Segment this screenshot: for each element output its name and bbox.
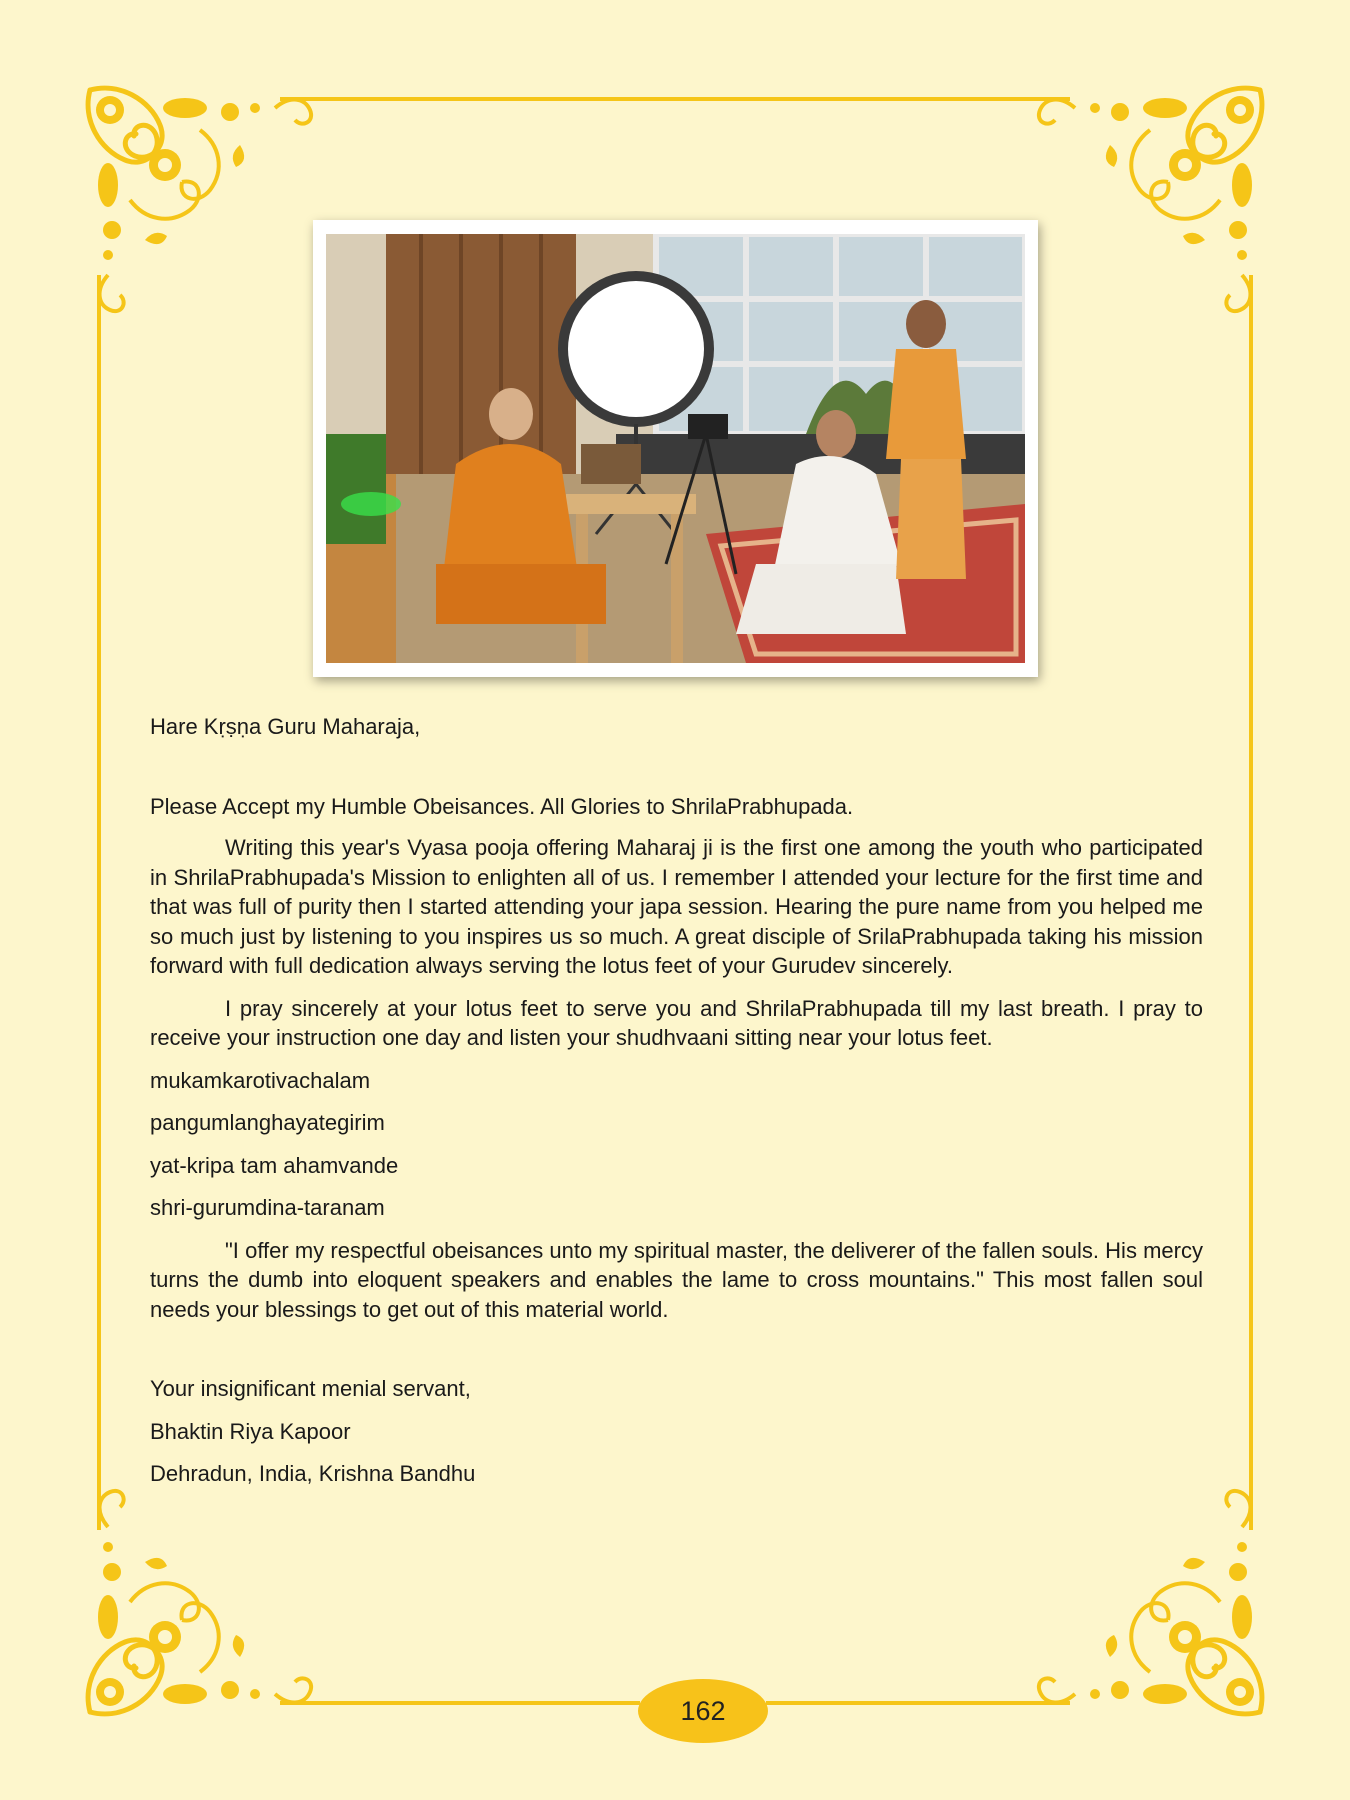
verse-line-3: yat-kripa tam ahamvande <box>150 1152 399 1178</box>
photograph <box>326 234 1025 663</box>
floral-corner-icon <box>1039 88 1262 311</box>
closing-line: Your insignificant menial servant, <box>150 1376 471 1401</box>
verse-line-4: shri-gurumdina-taranam <box>150 1195 385 1220</box>
paragraph-2: I pray sincerely at your lotus feet to serve you and ShrilaPrabhupada till my last breath. I pray to receive your instruction one day and listen your shudhvaani sitting near your lotus feet. <box>150 995 1203 1050</box>
photo-frame <box>313 220 1038 677</box>
page-number-badge <box>638 1679 768 1743</box>
signature-name: Bhaktin Riya Kapoor <box>150 1418 351 1444</box>
salutation: Hare Kṛṣṇa Guru Maharaja, <box>150 714 421 739</box>
floral-corner-icon <box>1039 1491 1262 1714</box>
floral-corner-icon <box>88 88 311 311</box>
opening-line: Please Accept my Humble Obeisances. All Glories to ShrilaPrabhupada. <box>150 793 854 819</box>
letter-body <box>150 712 1203 1502</box>
signature-place: Dehradun, India, Krishna Bandhu <box>150 1461 476 1486</box>
page-number: 162 <box>680 1695 726 1726</box>
verse-line-1: mukamkarotivachalam <box>150 1067 371 1093</box>
verse-line-2: pangumlanghayategirim <box>150 1110 385 1135</box>
paragraph-3: "I offer my respectful obeisances unto my spiritual master, the deliverer of the fallen souls. His mercy turns the dumb into eloquent speakers and enables the lame to cross mountains." This most fallen soul needs your blessings to get out of this material world. <box>150 1237 1203 1322</box>
floral-corner-icon <box>88 1491 311 1714</box>
paragraph-1: Writing this year's Vyasa pooja offering Maharaj ji is the first one among the youth who participated in ShrilaPrabhupada's Mission to enlighten all of us. I remember I attended your lecture for the first time and that was full of purity then I started attending your japa session. Hearing the pure name from you helped me so much just by listening to you inspires us so much. A great disciple of SrilaPrabhupada taking his mission forward with full dedication always serving the lotus feet of your Gurudev sincerely. <box>150 835 1203 978</box>
